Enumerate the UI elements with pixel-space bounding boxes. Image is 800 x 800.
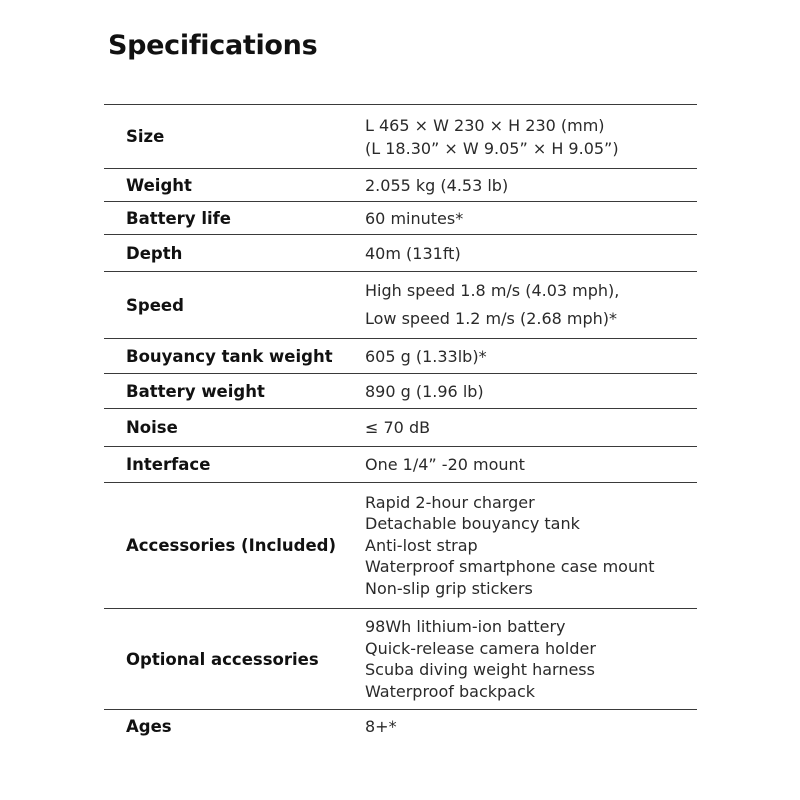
spec-label-bouyancy-tank-weight: Bouyancy tank weight bbox=[126, 346, 333, 366]
spec-value-line: Rapid 2-hour charger bbox=[365, 492, 535, 512]
spec-label-ages: Ages bbox=[126, 716, 172, 736]
spec-value-line: Waterproof smartphone case mount bbox=[365, 557, 655, 577]
spec-row-interface bbox=[104, 447, 697, 483]
spec-value-line: High speed 1.8 m/s (4.03 mph), bbox=[365, 281, 620, 300]
spec-value-line: L 465 × W 230 × H 230 (mm) bbox=[365, 115, 605, 135]
spec-row-accessories-included bbox=[104, 483, 697, 609]
spec-value-line: ≤ 70 dB bbox=[365, 418, 431, 437]
spec-value-noise bbox=[365, 418, 697, 437]
spec-value-line: Low speed 1.2 m/s (2.68 mph)* bbox=[365, 309, 618, 328]
spec-value-line: 605 g (1.33lb)* bbox=[365, 346, 487, 366]
spec-label-battery-life: Battery life bbox=[126, 208, 231, 228]
spec-value-optional-accessories bbox=[365, 616, 697, 702]
spec-label-interface: Interface bbox=[126, 455, 211, 474]
spec-value-line: Anti-lost strap bbox=[365, 535, 478, 555]
spec-value-line: 40m (131ft) bbox=[365, 243, 461, 263]
spec-value-ages bbox=[365, 717, 697, 736]
spec-value-line: Scuba diving weight harness bbox=[365, 660, 595, 679]
spec-value-line: (L 18.30” × W 9.05” × H 9.05”) bbox=[365, 138, 619, 158]
spec-value-line: Quick-release camera holder bbox=[365, 638, 596, 658]
spec-value-depth bbox=[365, 244, 697, 263]
spec-label-noise: Noise bbox=[126, 418, 178, 437]
spec-value-line: 2.055 kg (4.53 lb) bbox=[365, 175, 509, 195]
spec-row-optional-accessories bbox=[104, 609, 697, 710]
spec-row-noise bbox=[104, 409, 697, 447]
spec-value-line: Non-slip grip stickers bbox=[365, 578, 533, 598]
spec-row-speed bbox=[104, 272, 697, 339]
spec-row-depth bbox=[104, 235, 697, 272]
spec-label-size: Size bbox=[126, 127, 165, 146]
spec-label-battery-weight: Battery weight bbox=[126, 381, 265, 401]
spec-value-weight bbox=[365, 176, 697, 195]
spec-value-size bbox=[365, 114, 697, 160]
spec-value-bouyancy-tank-weight bbox=[365, 347, 697, 366]
spec-value-accessories-included bbox=[365, 492, 697, 600]
spec-value-line: Detachable bouyancy tank bbox=[365, 514, 580, 534]
specifications-table bbox=[104, 104, 697, 742]
spec-label-optional-accessories: Optional accessories bbox=[126, 649, 319, 669]
spec-label-weight: Weight bbox=[126, 175, 192, 195]
spec-row-battery-life bbox=[104, 202, 697, 235]
page-title: Specifications bbox=[108, 30, 318, 61]
spec-value-line: 890 g (1.96 lb) bbox=[365, 381, 484, 401]
spec-row-size bbox=[104, 105, 697, 169]
spec-row-bouyancy-tank-weight bbox=[104, 339, 697, 374]
spec-value-interface bbox=[365, 455, 697, 474]
spec-label-speed: Speed bbox=[126, 295, 184, 315]
spec-label-depth: Depth bbox=[126, 243, 183, 263]
spec-row-weight bbox=[104, 169, 697, 202]
spec-value-battery-weight bbox=[365, 382, 697, 401]
spec-value-line: Waterproof backpack bbox=[365, 681, 536, 701]
spec-row-battery-weight bbox=[104, 374, 697, 409]
spec-value-speed bbox=[365, 277, 697, 333]
spec-label-accessories-included: Accessories (Included) bbox=[126, 536, 337, 555]
spec-value-line: 60 minutes* bbox=[365, 208, 464, 228]
spec-row-ages bbox=[104, 710, 697, 742]
spec-value-line: One 1/4” -20 mount bbox=[365, 455, 525, 474]
spec-value-line: 98Wh lithium-ion battery bbox=[365, 617, 566, 636]
spec-value-line: 8+* bbox=[365, 716, 397, 736]
spec-value-battery-life bbox=[365, 209, 697, 228]
